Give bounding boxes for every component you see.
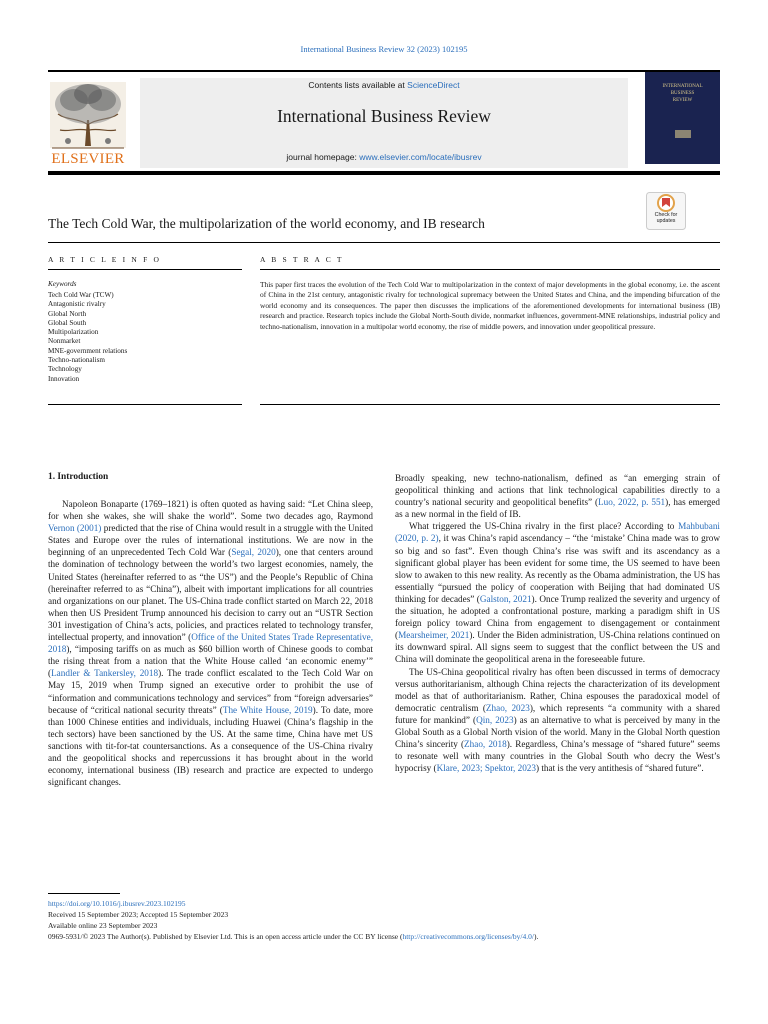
keyword-item: Technology xyxy=(48,365,82,374)
text-run: ) that is the very antithesis of “shared future”. xyxy=(536,763,704,774)
cover-emblem xyxy=(675,130,691,138)
text-run: ), one that centers around the domination of technology between the world’s two largest economies, namely, the United States (hereinafter referred to as “the US”) and the People’s Republic of China (hereinafter referred to as “China”), albeit with important implications for all countries and organizations on our planet. The US-China trade conflict started on March 22, 2018 when then US President Trump announced his decision to carry out an “USTR Section 301 investigation of China’s acts, policies, and practices related to technology transfer, intellectual property, and innovation” ( xyxy=(48,547,373,643)
keyword-item: Global South xyxy=(48,318,87,327)
keyword-item: Multipolarization xyxy=(48,328,99,337)
received-line: Received 15 September 2023; Accepted 15 September 2023 xyxy=(48,910,229,919)
body-right-column xyxy=(395,472,720,774)
cover-line-3: REVIEW xyxy=(672,98,693,103)
top-rule xyxy=(48,70,720,72)
homepage-line xyxy=(140,152,628,162)
paragraph xyxy=(48,498,373,788)
body-left-column xyxy=(48,498,373,788)
citation-link[interactable]: Galston, 2021 xyxy=(479,593,532,604)
keyword-item: Antagonistic rivalry xyxy=(48,300,106,309)
citation-link[interactable]: Zhao, 2023 xyxy=(485,702,530,713)
check-for-updates-label[interactable]: Check for updates xyxy=(654,212,678,224)
text-run: , it was China’s rapid ascendancy – “the ‘mistake’ China made was to grow so big and so fast”. Even though China’s rise was swift and its ascendancy as a significant global player has been evident for some time, the US seemed to have been slow to awaken to this new reality. As recently as the Obama administration, the US has essentially “pursued the policy of cooperation with Beijing that had dominated US thinking for decades” ( xyxy=(395,533,720,604)
paragraph xyxy=(395,520,720,665)
article-title: The Tech Cold War, the multipolarization of the world economy, and IB research xyxy=(48,216,485,231)
text-run: What triggered the US-China rivalry in the first place? According to xyxy=(409,521,679,532)
license-suffix: ). xyxy=(533,932,539,941)
journal-title: International Business Review xyxy=(277,106,491,126)
abstract-text: This paper first traces the evolution of the Tech Cold War to multipolarization in the context of major developments in the global economy, i.e. the ascent of China in the 21st century, antagonistic rivalry for technological supremacy between the United States and China, and the impending bifurcation of the world economy and its consequences. The paper then discusses the implications of the aforementioned developments for international business (IB) research and practice. Research topics include the Global North-South divide, nonmarket influences, government-MNE relationships, industrial policy and techno-nationalism, innovation in a multipolar world economy, the rise of middle powers, and innovation under geopolitical pressure. xyxy=(260,280,720,331)
keyword-item: Techno-nationalism xyxy=(48,356,105,365)
keywords-label: Keywords xyxy=(48,280,77,288)
check-for-updates-icon[interactable] xyxy=(646,192,686,230)
license-link[interactable]: http://creativecommons.org/licenses/by/4.0/ xyxy=(402,932,534,941)
cover-line-2: BUSINESS xyxy=(670,91,695,96)
doi-link[interactable]: https://doi.org/10.1016/j.ibusrev.2023.102195 xyxy=(48,899,186,908)
text-run: predicted that the rise of China would result in a struggle with the United States and Europe over the rules of international institutions. We are now in the beginning of an unprecedented Tech Cold War ( xyxy=(48,523,373,558)
title-rule xyxy=(48,242,720,243)
keyword-item: Nonmarket xyxy=(48,337,81,346)
text-run: ), has emerged as a new normal in the field of IB. xyxy=(395,497,720,520)
homepage-prefix: journal homepage: xyxy=(286,152,357,162)
elsevier-wordmark: ELSEVIER xyxy=(51,151,125,167)
journal-cover-image[interactable] xyxy=(645,72,720,164)
citation-link[interactable]: Mearsheimer, 2021 xyxy=(398,630,470,641)
text-run: ). Once Trump realized the severity and urgency of the situation, he adopted a confrontational posture, marking a paradigm shift in US foreign policy toward China from engagement to disengagement or containment ( xyxy=(395,593,720,641)
text-run: ). To date, more than 1000 Chinese entities and individuals, including Huawei (China’s flagship in the tech sectors) have been sanctioned by the US. At the same time, China have met US sanctions with tit-for-tat countersanctions. As a consequence of the US-China rivalry and the geopolitical shocks and repercussions it has brought about in the world economy, international business (IB) research and practice are expected to undergo significant changes. xyxy=(48,704,373,788)
cover-line-1: INTERNATIONAL xyxy=(662,84,703,89)
text-run: Broadly speaking, new techno-nationalism, defined as “an emerging strain of geopolitical thinking and actions that link technological capabilities directly to a country’s national security and geopolitical benefits” ( xyxy=(395,473,720,508)
journal-citation-link[interactable]: International Business Review 32 (2023) 102195 xyxy=(300,44,468,54)
text-run: ). The trade conflict escalated to the Tech Cold War on May 15, 2019 when Trump signed an executive order to prohibit the use of “information and communications technology and services” from “foreign adversaries” because of “critical national security threats” ( xyxy=(48,668,373,715)
article-info-bottom-rule xyxy=(48,404,242,405)
article-info-heading: A R T I C L E I N F O xyxy=(48,255,162,264)
citation-link[interactable]: Landler & Tankersley, 2018 xyxy=(51,668,159,679)
text-run: ), “imposing tariffs on as much as $60 billion worth of Chinese goods to combat the rising threat from a nation that the White House called ‘an economic enemy’” ( xyxy=(48,644,373,679)
abstract-bottom-rule xyxy=(260,404,720,405)
text-run: ). Under the Biden administration, US-China relations continued on its downward spiral. All signs seem to suggest that the conflict between the US and China will dominate the geopolitical arena in the foreseeable future. xyxy=(395,630,720,665)
license-prefix: 0969-5931/© 2023 The Author(s). Published by Elsevier Ltd. This is an open access article under the CC BY license ( xyxy=(48,932,403,941)
keyword-item: Global North xyxy=(48,309,87,318)
abstract-heading: A B S T R A C T xyxy=(260,255,344,264)
citation-link[interactable]: Vernon (2001) xyxy=(48,523,102,534)
footer xyxy=(48,898,738,942)
citation-link[interactable]: Klare, 2023; Spektor, 2023 xyxy=(436,763,536,774)
citation-link[interactable]: Luo, 2022, p. 551 xyxy=(598,497,666,508)
contents-line xyxy=(140,80,628,90)
paragraph xyxy=(395,666,720,775)
paragraph xyxy=(395,472,720,520)
keyword-item: Innovation xyxy=(48,374,80,383)
available-line: Available online 23 September 2023 xyxy=(48,921,158,930)
citation-link[interactable]: Qin, 2023 xyxy=(476,714,514,725)
masthead-rule xyxy=(48,171,720,175)
text-run: ), which represents “a community with a shared future for mankind” ( xyxy=(395,702,720,725)
keyword-item: Tech Cold War (TCW) xyxy=(48,291,114,299)
text-run: ) as an alternative to what is perceived by many in the Global South as a Global North vision of the world. Many in the Global North question China’s sincerity ( xyxy=(395,714,720,750)
contents-prefix: Contents lists available at xyxy=(308,80,405,90)
footer-rule xyxy=(48,893,120,894)
citation-link[interactable]: The White House, 2019 xyxy=(222,704,313,715)
text-run: The US-China geopolitical rivalry has often been discussed in terms of democracy versus authoritarianism, although China rejects the characterization of its development model as that of authoritarianism. Rather, China espouses the paradoxical model of democratic centralism ( xyxy=(395,666,720,713)
keywords-list xyxy=(48,291,242,384)
text-run: Napoleon Bonaparte (1769–1821) is often quoted as having said: “Let China sleep, for when she wakes, she will shake the world”. Some two decades ago, Raymond xyxy=(48,499,373,522)
homepage-link[interactable]: www.elsevier.com/locate/ibusrev xyxy=(359,152,482,162)
citation-link[interactable]: Office of the United States Trade Representative, 2018 xyxy=(48,632,374,655)
article-info-rule xyxy=(48,269,242,270)
sciencedirect-link[interactable]: ScienceDirect xyxy=(407,80,460,90)
citation-link[interactable]: Segal, 2020 xyxy=(231,547,276,558)
citation-link[interactable]: Zhao, 2018 xyxy=(464,739,507,750)
section-heading: 1. Introduction xyxy=(48,472,109,482)
citation-link[interactable]: Mahbubani (2020, p. 2) xyxy=(395,521,720,544)
text-run: ). Regardless, China’s message of “shared future” seems to resonate well with many countries in the Global South who decry the West’s hypocrisy ( xyxy=(395,739,720,774)
abstract-rule xyxy=(260,269,720,270)
keyword-item: MNE-government relations xyxy=(48,346,128,355)
license-line xyxy=(48,931,738,942)
